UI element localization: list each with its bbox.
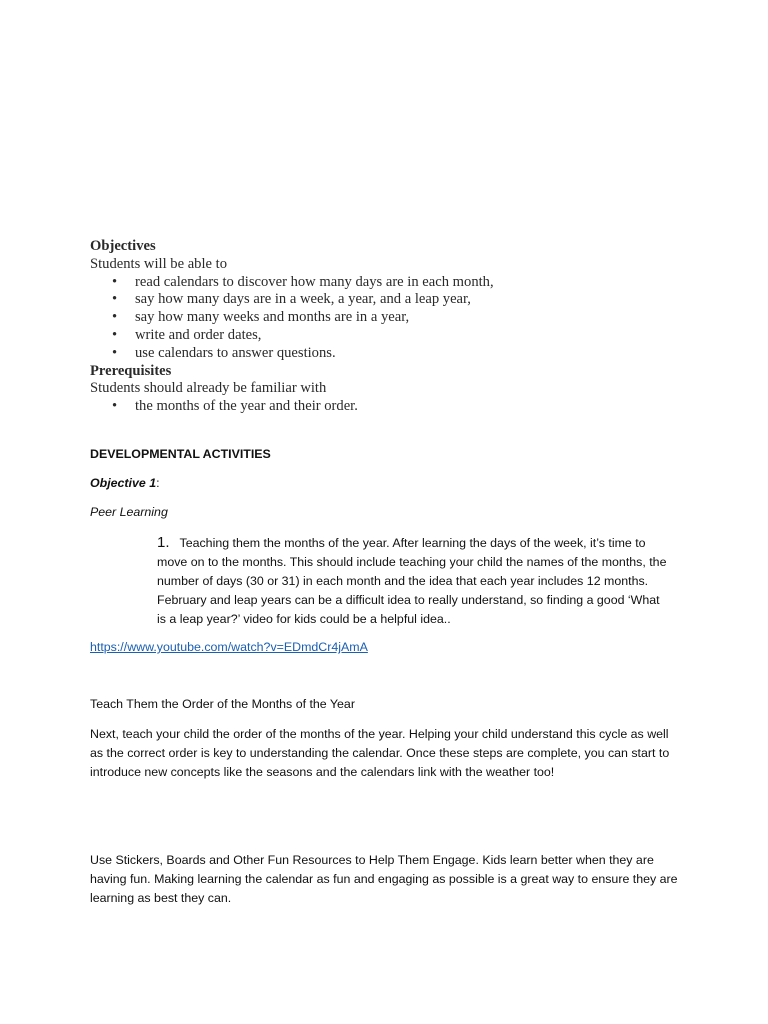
objective-label (90, 476, 690, 490)
bullet-icon: • (112, 291, 118, 308)
list-item: • read calendars to discover how many days are in each month, (112, 273, 494, 290)
bullet-icon: • (112, 309, 118, 326)
objectives-intro: Students will be able to (90, 255, 228, 272)
youtube-link[interactable]: https://www.youtube.com/watch?v=EDmdCr4jAmA (90, 640, 368, 654)
prerequisites-list (90, 398, 690, 416)
numbered-item (157, 533, 667, 629)
prerequisites-heading: Prerequisites (90, 362, 172, 379)
order-section-body: Next, teach your child the order of the months of the year. Helping your child understand this cycle as well as the correct order is key to understanding the calendar. Once these steps are complete, you can start to introduce new concepts like the seasons and the calendars link with the weather too! (90, 727, 670, 779)
video-link-line (90, 640, 690, 654)
bullet-icon: • (112, 273, 118, 290)
order-section-title: Teach Them the Order of the Months of the Year (90, 697, 355, 711)
list-item: • write and order dates, (112, 326, 262, 343)
prerequisites-intro: Students should already be familiar with (90, 380, 327, 397)
developmental-heading: DEVELOPMENTAL ACTIVITIES (90, 447, 271, 461)
list-item: • the months of the year and their order. (112, 398, 358, 415)
engage-section-body: Use Stickers, Boards and Other Fun Resources to Help Them Engage. Kids learn better when they are having fun. Making learning the calendar as fun and engaging as possible is a great way to ensure they are learning as best they can. (90, 853, 678, 905)
objectives-section (90, 238, 690, 416)
objective-label-text: Objective 1 (90, 476, 157, 490)
list-item: • say how many weeks and months are in a year, (112, 309, 410, 326)
objectives-heading: Objectives (90, 238, 156, 254)
bullet-icon: • (112, 326, 118, 343)
bullet-icon: • (112, 344, 118, 361)
list-item: • say how many days are in a week, a year, and a leap year, (112, 291, 471, 308)
item-text: Teaching them the months of the year. After learning the days of the week, it’s time to move on to the months. This should include teaching your child the names of the months, the number of days (30 or 31) in each month and the idea that each year includes 12 months. February and leap years can be a difficult idea to really understand, so finding a good ‘What is a leap year?’ video for kids could be a helpful idea.. (157, 536, 667, 626)
item-number: 1. (157, 534, 170, 551)
bullet-icon: • (112, 398, 118, 415)
objectives-list (90, 274, 690, 363)
list-item: • use calendars to answer questions. (112, 344, 336, 361)
peer-learning-subheading: Peer Learning (90, 505, 168, 519)
objective-label-colon: : (156, 476, 160, 490)
